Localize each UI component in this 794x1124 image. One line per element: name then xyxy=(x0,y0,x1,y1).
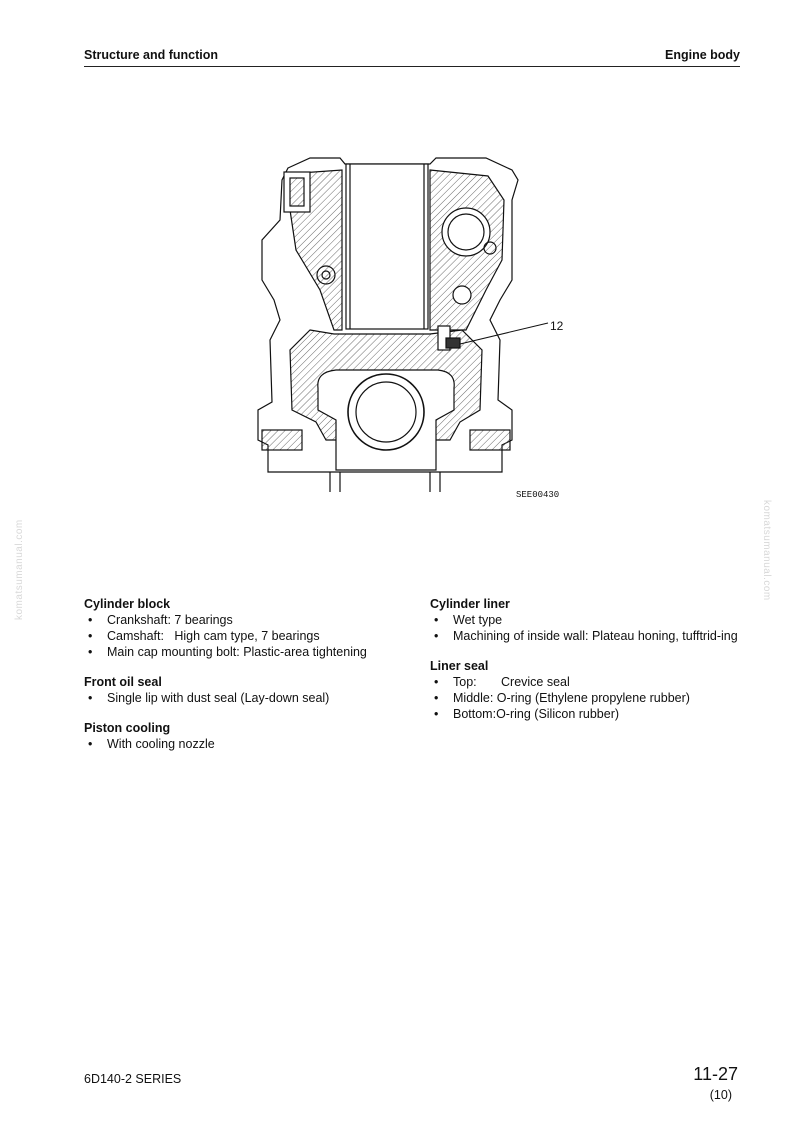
page-number: 11-27 xyxy=(693,1064,738,1084)
liner-seal-section xyxy=(430,658,742,722)
list-item xyxy=(430,690,742,706)
list-item: • Camshaft: High cam type, 7 bearings xyxy=(84,628,404,644)
cylinder-liner-list xyxy=(430,612,742,644)
model-series: 6D140-2 SERIES xyxy=(84,1072,182,1086)
seal-position-label: Middle: xyxy=(453,691,494,705)
seal-position-label: Top: xyxy=(453,675,477,689)
front-oil-seal-list xyxy=(84,690,404,706)
cylinder-block-section xyxy=(84,596,404,660)
section-title: Structure and function xyxy=(84,48,219,62)
cylinder-block-list xyxy=(84,612,404,660)
list-item xyxy=(430,674,742,690)
list-item: • Crankshaft: 7 bearings xyxy=(84,612,404,628)
watermark-right: komatsumanual.com xyxy=(761,500,772,601)
engine-cross-section-drawing xyxy=(250,140,580,510)
liner-seal-heading: Liner seal xyxy=(430,659,489,673)
piston-cooling-list xyxy=(84,736,404,752)
figure-code: SEE00430 xyxy=(516,490,560,500)
cylinder-block-diagram xyxy=(250,140,580,510)
seal-type: O-ring (Ethylene propylene rubber) xyxy=(496,691,690,705)
list-item: • Machining of inside wall: Plateau honing, tufftrid-ing xyxy=(430,628,742,644)
front-oil-seal-heading: Front oil seal xyxy=(84,675,162,689)
chapter-title: Engine body xyxy=(665,48,740,62)
list-item xyxy=(430,706,742,722)
cylinder-liner-heading: Cylinder liner xyxy=(430,597,510,611)
front-oil-seal-section xyxy=(84,674,404,706)
liner-seal-list xyxy=(430,674,742,722)
seal-position-label: Bottom: xyxy=(453,707,497,721)
list-item: • Wet type xyxy=(430,612,742,628)
list-item: • Main cap mounting bolt: Plastic-area tightening xyxy=(84,644,404,660)
callout-number: 12 xyxy=(550,319,564,333)
revision-number: (10) xyxy=(709,1088,732,1102)
cylinder-block-heading: Cylinder block xyxy=(84,597,171,611)
seal-type: O-ring (Silicon rubber) xyxy=(496,707,620,721)
piston-cooling-heading: Piston cooling xyxy=(84,721,171,735)
seal-type: Crevice seal xyxy=(501,675,570,689)
list-item: • Single lip with dust seal (Lay-down seal) xyxy=(84,690,404,706)
left-column xyxy=(84,596,404,766)
cylinder-liner-section xyxy=(430,596,742,644)
right-column xyxy=(430,596,742,736)
page-header xyxy=(84,48,740,67)
watermark-left: komatsumanual.com xyxy=(14,519,25,620)
piston-cooling-section xyxy=(84,720,404,752)
list-item: • With cooling nozzle xyxy=(84,736,404,752)
